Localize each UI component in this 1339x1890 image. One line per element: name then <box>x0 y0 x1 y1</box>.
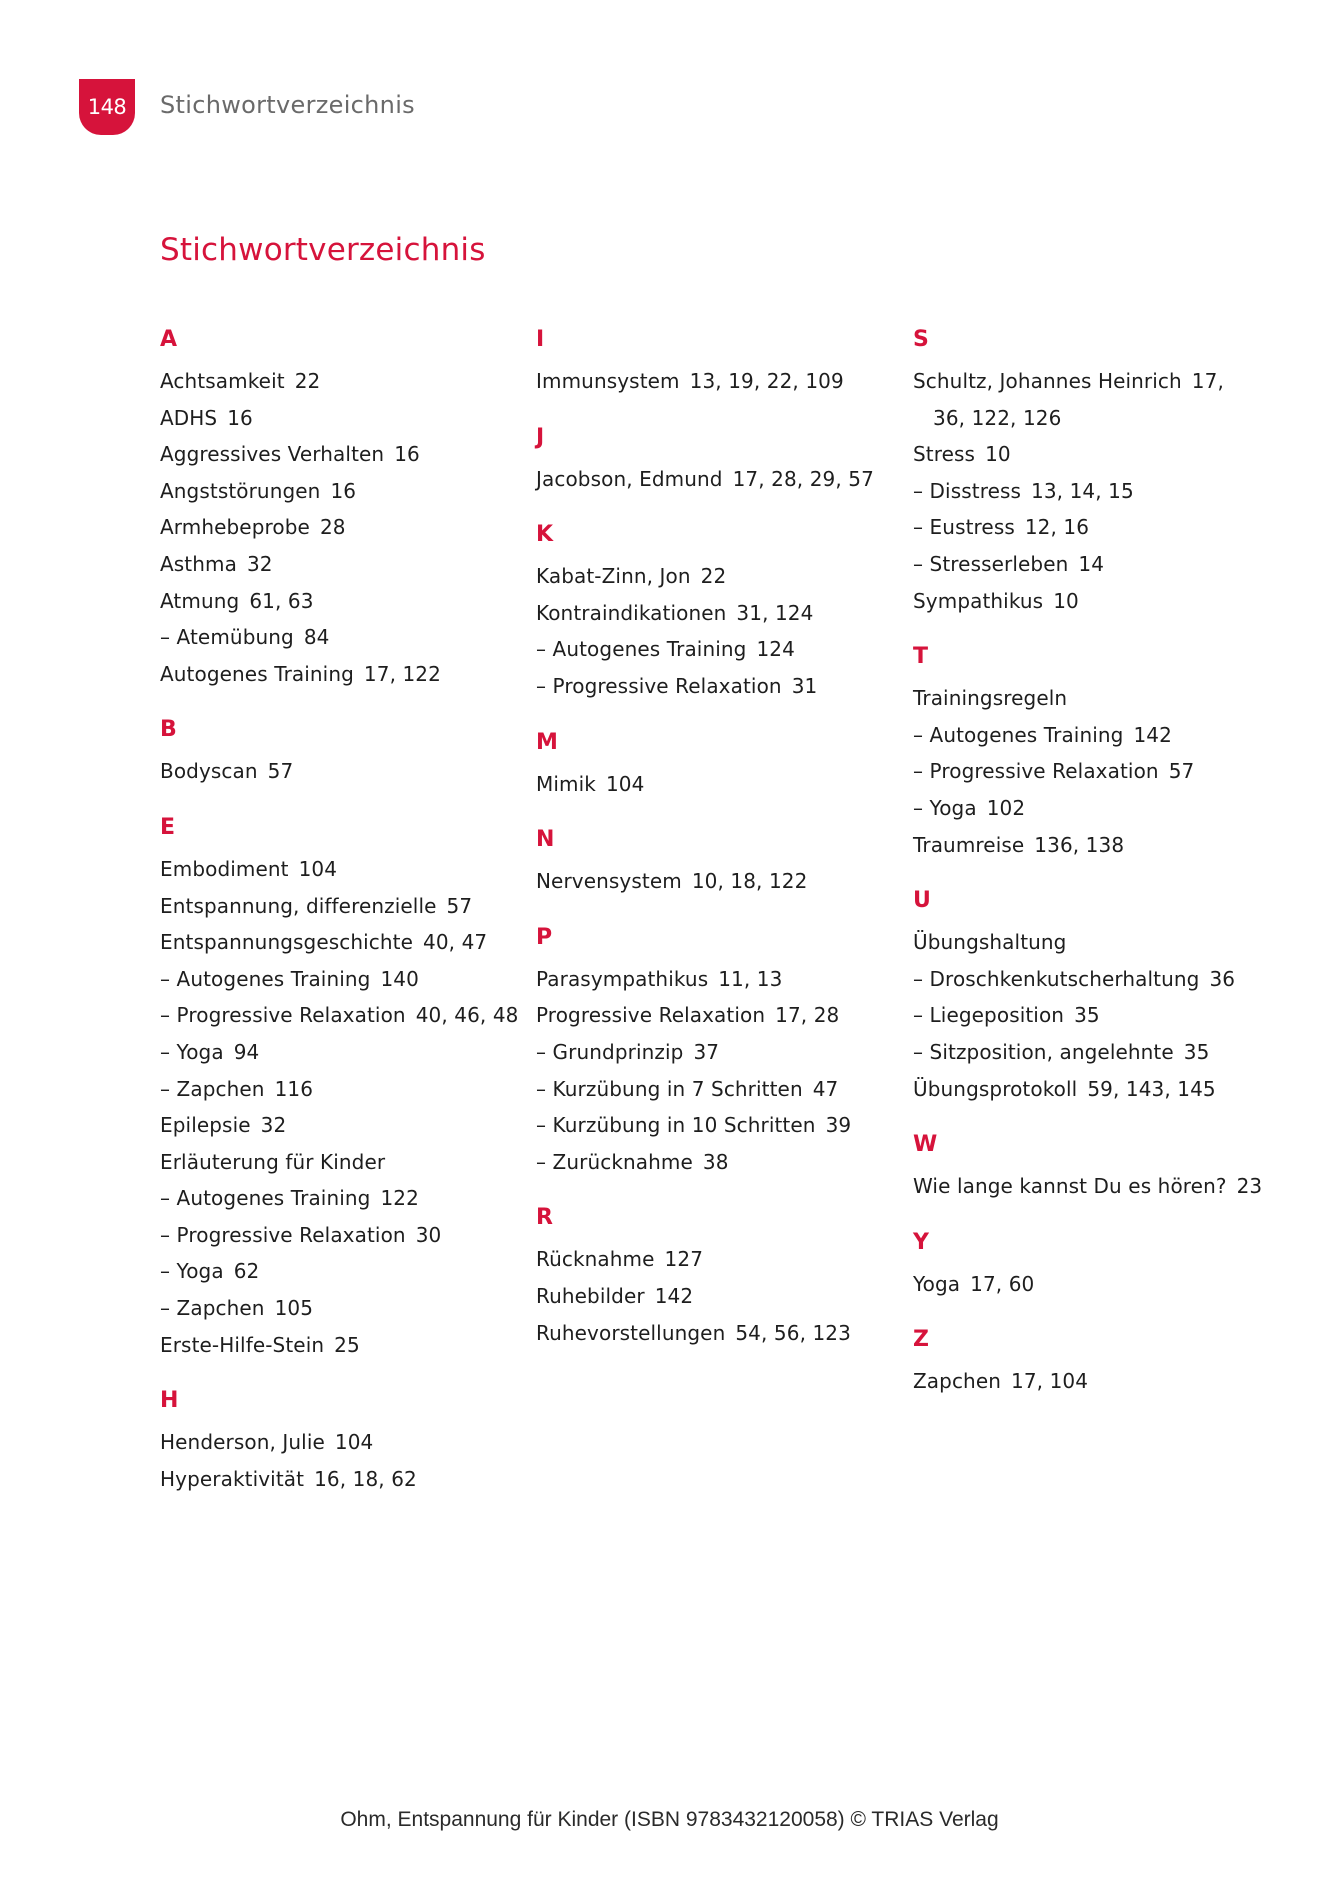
entry-term: – Yoga <box>160 1039 224 1064</box>
entry-pages: 104 <box>298 856 338 881</box>
entry-term: Rücknahme <box>536 1247 655 1272</box>
index-entry <box>913 790 1273 827</box>
entry-pages: 16 <box>330 478 357 503</box>
index-entry <box>913 1266 1273 1303</box>
entry-pages: 59, 143, 145 <box>1087 1076 1216 1101</box>
entry-pages: 31 <box>791 673 818 698</box>
index-entry <box>913 1034 1273 1071</box>
entry-pages: 32 <box>246 551 273 576</box>
entry-term: Parasympathikus <box>536 966 709 991</box>
entry-pages: 31, 124 <box>736 600 814 625</box>
index-entry <box>160 753 520 790</box>
section-letter: R <box>536 1205 553 1231</box>
entry-term: Ruhevorstellungen <box>536 1320 726 1345</box>
index-section-r <box>536 1204 896 1351</box>
entry-term: Übungshaltung <box>913 930 1067 955</box>
entry-term: Erläuterung für Kinder <box>160 1149 386 1174</box>
index-entry <box>160 1253 520 1290</box>
entry-term: – Kurzübung in 7 Schritten <box>536 1076 803 1101</box>
entry-pages: 28 <box>319 515 346 540</box>
entry-pages: 35 <box>1074 1003 1100 1028</box>
entry-pages: 94 <box>233 1039 260 1064</box>
section-letter: N <box>536 827 555 853</box>
index-entry <box>536 997 896 1034</box>
index-section-b <box>160 716 520 790</box>
entry-term: Sympathikus <box>913 588 1044 613</box>
section-letter: B <box>160 717 177 743</box>
entry-term: Zapchen <box>913 1369 1002 1394</box>
index-entry <box>160 1217 520 1254</box>
page-title: Stichwortverzeichnis <box>160 232 486 268</box>
entry-pages: 17, 60 <box>970 1271 1035 1296</box>
entry-term: ADHS <box>160 405 218 430</box>
entry-term: – Atemübung <box>160 625 294 650</box>
index-entry <box>536 461 896 498</box>
index-entry <box>536 1278 896 1315</box>
entry-pages: 22 <box>294 369 321 393</box>
entry-pages: 17, 122 <box>363 661 441 686</box>
entry-pages: 142 <box>1133 722 1172 747</box>
entry-term: Entspannung, differenzielle <box>160 893 437 918</box>
entry-pages: 142 <box>654 1283 694 1308</box>
index-column-2 <box>536 326 896 1375</box>
entry-pages: 127 <box>664 1247 704 1272</box>
entry-pages: 47 <box>812 1076 839 1101</box>
index-entry <box>536 363 896 400</box>
entry-term: Nervensystem <box>536 869 682 894</box>
index-entry <box>160 924 520 961</box>
index-entry <box>160 1144 520 1181</box>
section-letter: J <box>536 424 545 450</box>
section-letter: A <box>160 327 178 352</box>
entry-term: – Stresserleben <box>913 551 1069 576</box>
entry-term: Bodyscan <box>160 759 258 784</box>
index-entry <box>160 583 520 620</box>
entry-term: Wie lange kannst Du es hören? <box>913 1174 1227 1199</box>
entry-pages: 57 <box>1168 759 1195 784</box>
index-entry <box>160 656 520 693</box>
entry-term: – Zapchen <box>160 1076 265 1101</box>
section-letter: M <box>536 729 558 755</box>
entry-pages: 40, 46, 48 <box>415 1003 519 1028</box>
entry-term: 36, 122, 126 <box>933 405 1062 430</box>
index-entry <box>160 997 520 1034</box>
entry-term: – Yoga <box>160 1259 224 1284</box>
index-entry <box>913 1363 1273 1400</box>
section-letter: P <box>536 924 553 950</box>
entry-term: – Autogenes Training <box>536 637 747 662</box>
entry-pages: 36 <box>1209 966 1236 991</box>
entry-pages: 17, <box>1191 369 1224 393</box>
index-entry <box>913 961 1273 998</box>
index-entry <box>536 668 896 705</box>
entry-pages: 61, 63 <box>249 588 314 613</box>
entry-term: – Autogenes Training <box>160 1186 371 1211</box>
index-entry <box>160 619 520 656</box>
entry-pages: 37 <box>693 1039 720 1064</box>
index-entry <box>160 546 520 583</box>
index-entry <box>536 961 896 998</box>
index-entry <box>536 1241 896 1278</box>
entry-pages: 30 <box>415 1222 442 1247</box>
index-entry <box>160 851 520 888</box>
entry-term: – Yoga <box>913 795 977 820</box>
index-entry <box>536 1315 896 1352</box>
entry-term: Entspannungsgeschichte <box>160 930 414 955</box>
entry-term: Atmung <box>160 588 240 613</box>
entry-term: Embodiment <box>160 856 289 881</box>
section-letter: E <box>160 814 176 840</box>
index-entry <box>913 363 1273 400</box>
entry-term: – Grundprinzip <box>536 1039 684 1064</box>
entry-pages: 25 <box>334 1332 360 1357</box>
entry-pages: 105 <box>274 1296 314 1321</box>
entry-term: – Autogenes Training <box>160 966 371 991</box>
entry-pages: 57 <box>267 759 294 784</box>
entry-pages: 57 <box>446 893 473 918</box>
entry-pages: 22 <box>700 564 727 589</box>
section-letter: T <box>913 644 929 670</box>
index-entry <box>160 1034 520 1071</box>
index-section-y <box>913 1229 1273 1303</box>
index-entry <box>160 888 520 925</box>
entry-pages: 11, 13 <box>718 966 783 991</box>
entry-term: – Zurücknahme <box>536 1149 693 1174</box>
entry-term: – Liegeposition <box>913 1003 1065 1028</box>
entry-pages: 23 <box>1236 1174 1263 1199</box>
entry-term: Angststörungen <box>160 478 321 503</box>
entry-pages: 32 <box>260 1113 287 1138</box>
index-entry <box>160 1180 520 1217</box>
index-section-m <box>536 729 896 803</box>
index-entry <box>160 436 520 473</box>
entry-term: – Sitzposition, angelehnte <box>913 1039 1174 1064</box>
entry-pages: 39 <box>825 1113 852 1138</box>
index-entry <box>913 473 1273 510</box>
entry-pages: 16, 18, 62 <box>314 1466 417 1491</box>
index-entry <box>536 1071 896 1108</box>
index-entry <box>160 1107 520 1144</box>
entry-pages: 17, 28 <box>775 1003 840 1028</box>
index-entry <box>913 583 1273 620</box>
index-entry <box>913 997 1273 1034</box>
entry-term: Kabat-Zinn, Jon <box>536 564 691 589</box>
index-entry <box>536 558 896 595</box>
entry-term: Achtsamkeit <box>160 369 285 393</box>
entry-pages: 38 <box>702 1149 729 1174</box>
section-letter: W <box>913 1132 938 1158</box>
index-section-n <box>536 826 896 900</box>
entry-pages: 10 <box>985 442 1011 467</box>
entry-term: Immunsystem <box>536 369 680 393</box>
index-entry <box>536 1144 896 1181</box>
index-section-s <box>913 326 1273 619</box>
entry-term: Schultz, Johannes Heinrich <box>913 369 1182 393</box>
entry-pages: 54, 56, 123 <box>735 1320 851 1345</box>
index-section-k <box>536 521 896 704</box>
index-entry <box>913 546 1273 583</box>
index-entry <box>913 1071 1273 1108</box>
entry-term: Epilepsie <box>160 1113 251 1138</box>
section-letter: S <box>913 327 929 352</box>
entry-term: Stress <box>913 442 976 467</box>
index-section-e <box>160 814 520 1363</box>
index-entry <box>160 363 520 400</box>
entry-term: Henderson, Julie <box>160 1430 325 1455</box>
index-entry <box>160 961 520 998</box>
index-entry <box>160 1071 520 1108</box>
index-entry <box>160 400 520 437</box>
entry-pages: 35 <box>1183 1039 1210 1064</box>
index-section-u <box>913 887 1273 1107</box>
entry-term: Jacobson, Edmund <box>536 466 723 491</box>
running-title: Stichwortverzeichnis <box>160 91 415 119</box>
index-entry <box>536 766 896 803</box>
entry-pages: 136, 138 <box>1034 832 1125 857</box>
entry-term: Ruhebilder <box>536 1283 645 1308</box>
entry-pages: 62 <box>233 1259 260 1284</box>
entry-pages: 16 <box>394 442 420 467</box>
entry-pages: 17, 104 <box>1011 1369 1089 1394</box>
entry-term: Aggressives Verhalten <box>160 442 385 467</box>
entry-term: – Eustress <box>913 515 1015 540</box>
entry-term: Erste-Hilfe-Stein <box>160 1332 325 1357</box>
index-entry <box>536 1034 896 1071</box>
entry-pages: 10 <box>1053 588 1079 613</box>
footer-citation: Ohm, Entspannung für Kinder (ISBN 9783432120058) © TRIAS Verlag <box>340 1808 999 1831</box>
section-letter: H <box>160 1388 179 1414</box>
index-column-3 <box>913 326 1273 1424</box>
entry-term: Autogenes Training <box>160 661 354 686</box>
entry-pages: 124 <box>756 637 795 662</box>
index-entry <box>536 1107 896 1144</box>
index-entry <box>913 509 1273 546</box>
entry-term: Hyperaktivität <box>160 1466 305 1491</box>
index-section-h <box>160 1387 520 1497</box>
index-section-t <box>913 643 1273 863</box>
index-section-i <box>536 326 896 400</box>
entry-pages: 140 <box>380 966 419 991</box>
section-letter: K <box>536 522 554 548</box>
entry-pages: 40, 47 <box>423 930 488 955</box>
index-entry <box>160 473 520 510</box>
entry-pages: 13, 19, 22, 109 <box>689 369 844 393</box>
entry-pages: 12, 16 <box>1024 515 1090 540</box>
index-entry <box>536 631 896 668</box>
entry-pages: 16 <box>227 405 253 430</box>
index-section-a <box>160 326 520 692</box>
index-entry <box>913 924 1273 961</box>
section-letter: I <box>536 327 545 352</box>
entry-term: Übungsprotokoll <box>913 1076 1078 1101</box>
index-entry <box>160 1424 520 1461</box>
index-entry <box>913 827 1273 864</box>
entry-pages: 10, 18, 122 <box>691 869 808 894</box>
index-entry <box>160 1327 520 1364</box>
index-entry <box>160 509 520 546</box>
index-entry <box>913 400 1273 437</box>
entry-term: – Kurzübung in 10 Schritten <box>536 1113 816 1138</box>
entry-term: – Zapchen <box>160 1296 265 1321</box>
entry-term: – Progressive Relaxation <box>160 1222 406 1247</box>
index-entry <box>913 1168 1273 1205</box>
entry-pages: 84 <box>303 625 330 650</box>
index-entry <box>913 680 1273 717</box>
index-entry <box>913 753 1273 790</box>
index-section-w <box>913 1131 1273 1205</box>
entry-term: Progressive Relaxation <box>536 1003 766 1028</box>
entry-term: Armhebeprobe <box>160 515 310 540</box>
entry-pages: 102 <box>986 795 1026 820</box>
entry-pages: 104 <box>334 1430 374 1455</box>
entry-term: – Autogenes Training <box>913 722 1124 747</box>
section-letter: Y <box>913 1229 929 1255</box>
entry-term: – Progressive Relaxation <box>913 759 1159 784</box>
entry-pages: 122 <box>380 1186 419 1211</box>
index-entry <box>160 1290 520 1327</box>
entry-term: – Progressive Relaxation <box>536 673 782 698</box>
index-entry <box>160 1461 520 1498</box>
entry-pages: 17, 28, 29, 57 <box>732 466 874 491</box>
index-entry <box>913 436 1273 473</box>
entry-term: Yoga <box>913 1271 961 1296</box>
entry-pages: 104 <box>605 771 645 796</box>
entry-term: – Disstress <box>913 478 1022 503</box>
entry-term: Kontraindikationen <box>536 600 727 625</box>
entry-term: – Progressive Relaxation <box>160 1003 406 1028</box>
entry-term: Trainingsregeln <box>913 686 1068 711</box>
index-section-z <box>913 1326 1273 1400</box>
entry-term: Traumreise <box>913 832 1025 857</box>
entry-term: Mimik <box>536 771 596 796</box>
index-section-j <box>536 424 896 498</box>
index-entry <box>536 863 896 900</box>
entry-pages: 116 <box>274 1076 314 1101</box>
section-letter: U <box>913 888 931 914</box>
entry-term: – Droschkenkutscherhaltung <box>913 966 1200 991</box>
entry-pages: 14 <box>1078 551 1105 576</box>
index-column-1 <box>160 326 520 1521</box>
entry-term: Asthma <box>160 551 237 576</box>
index-entry <box>913 717 1273 754</box>
entry-pages: 13, 14, 15 <box>1031 478 1134 503</box>
page-number-badge: 148 <box>79 79 135 135</box>
index-section-p <box>536 924 896 1181</box>
section-letter: Z <box>913 1327 929 1353</box>
index-entry <box>536 595 896 632</box>
